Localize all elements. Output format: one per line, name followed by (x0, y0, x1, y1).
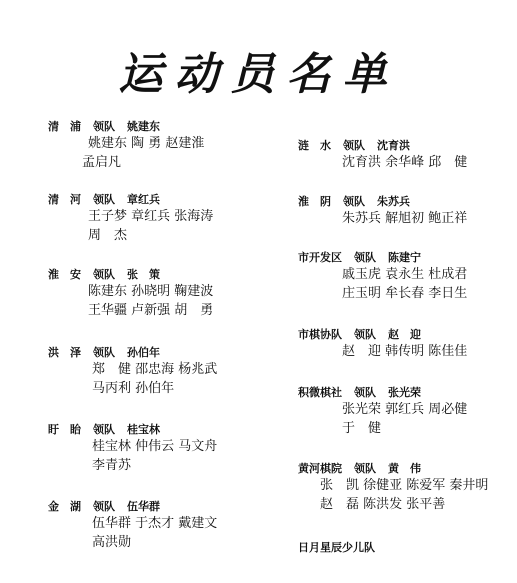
team-leader: 伍华群 (127, 500, 160, 513)
team-leader: 桂宝林 (127, 423, 160, 436)
team-block (48, 193, 213, 245)
team-role: 领队 (343, 195, 365, 208)
team-role: 领队 (354, 386, 376, 399)
page-title: 运动员名单 (118, 49, 399, 100)
team-role: 领队 (93, 268, 115, 281)
team-region: 清 浦 (48, 120, 81, 133)
member-line: 庄玉明 牟长春 李日生 (342, 286, 468, 301)
team-block (298, 462, 488, 514)
team-leader: 黄 伟 (388, 462, 421, 475)
team-block (48, 346, 217, 398)
team-region: 积微棋社 (298, 386, 342, 399)
member-line: 王子梦 章红兵 张海涛 (88, 209, 214, 224)
team-leader: 姚建东 (127, 120, 160, 133)
member-line: 陈建东 孙晓明 鞠建波 (88, 284, 214, 299)
member-line: 于 健 (342, 421, 382, 436)
team-leader: 沈育洪 (377, 139, 410, 152)
team-region: 淮 阴 (298, 195, 331, 208)
team-region: 金 湖 (48, 500, 81, 513)
team-leader: 张光荣 (388, 386, 421, 399)
member-line: 郑 健 邵忠海 杨兆武 (92, 362, 218, 377)
team-leader: 赵 迎 (388, 328, 421, 341)
team-role: 领队 (93, 346, 115, 359)
team-role: 领队 (93, 193, 115, 206)
team-leader: 张 策 (127, 268, 160, 281)
member-line: 李青苏 (92, 458, 132, 473)
member-line: 马丙利 孙伯年 (92, 381, 175, 396)
member-line: 沈育洪 余华峰 邱 健 (342, 155, 468, 170)
team-block (298, 139, 467, 172)
team-leader: 孙伯年 (127, 346, 160, 359)
team-region: 市棋协队 (298, 328, 342, 341)
team-block (298, 386, 467, 438)
team-leader: 章红兵 (127, 193, 160, 206)
team-region: 市开发区 (298, 251, 342, 264)
member-line: 朱苏兵 解旭初 鲍正祥 (342, 211, 468, 226)
member-line: 伍华群 于杰才 戴建文 (92, 516, 218, 531)
team-role: 领队 (354, 251, 376, 264)
team-block (48, 423, 217, 475)
team-role: 领队 (354, 328, 376, 341)
team-role: 领队 (93, 500, 115, 513)
team-role: 领队 (354, 462, 376, 475)
member-line: 张 凯 徐健亚 陈爱军 秦井明 (320, 478, 489, 493)
member-line: 高洪勋 (92, 535, 132, 550)
member-line: 周 杰 (88, 228, 128, 243)
team-region: 盱 眙 (48, 423, 81, 436)
team-region: 洪 泽 (48, 346, 81, 359)
member-line: 姚建东 陶 勇 赵建淮 (88, 136, 205, 151)
team-role: 领队 (93, 120, 115, 133)
member-line: 赵 迎 韩传明 陈佳佳 (342, 344, 468, 359)
team-region: 日月星辰少儿队 (298, 541, 375, 554)
team-block (298, 541, 387, 555)
team-block (48, 500, 217, 552)
team-block (298, 251, 467, 303)
team-block (298, 328, 467, 361)
member-line: 赵 磊 陈洪发 张平善 (320, 497, 446, 512)
team-role: 领队 (93, 423, 115, 436)
team-leader: 陈建宁 (388, 251, 421, 264)
team-block (48, 268, 213, 320)
member-line: 戚玉虎 袁永生 杜成君 (342, 267, 468, 282)
team-block (298, 195, 467, 228)
team-block (48, 120, 204, 172)
team-role: 领队 (343, 139, 365, 152)
team-region: 黄河棋院 (298, 462, 342, 475)
team-region: 清 河 (48, 193, 81, 206)
member-line: 孟启凡 (82, 155, 122, 170)
member-line: 张光荣 郭红兵 周必健 (342, 402, 468, 417)
team-region: 淮 安 (48, 268, 81, 281)
team-leader: 朱苏兵 (377, 195, 410, 208)
member-line: 桂宝林 仲伟云 马文舟 (92, 439, 218, 454)
team-region: 涟 水 (298, 139, 331, 152)
member-line: 王华疆 卢新强 胡 勇 (88, 303, 214, 318)
